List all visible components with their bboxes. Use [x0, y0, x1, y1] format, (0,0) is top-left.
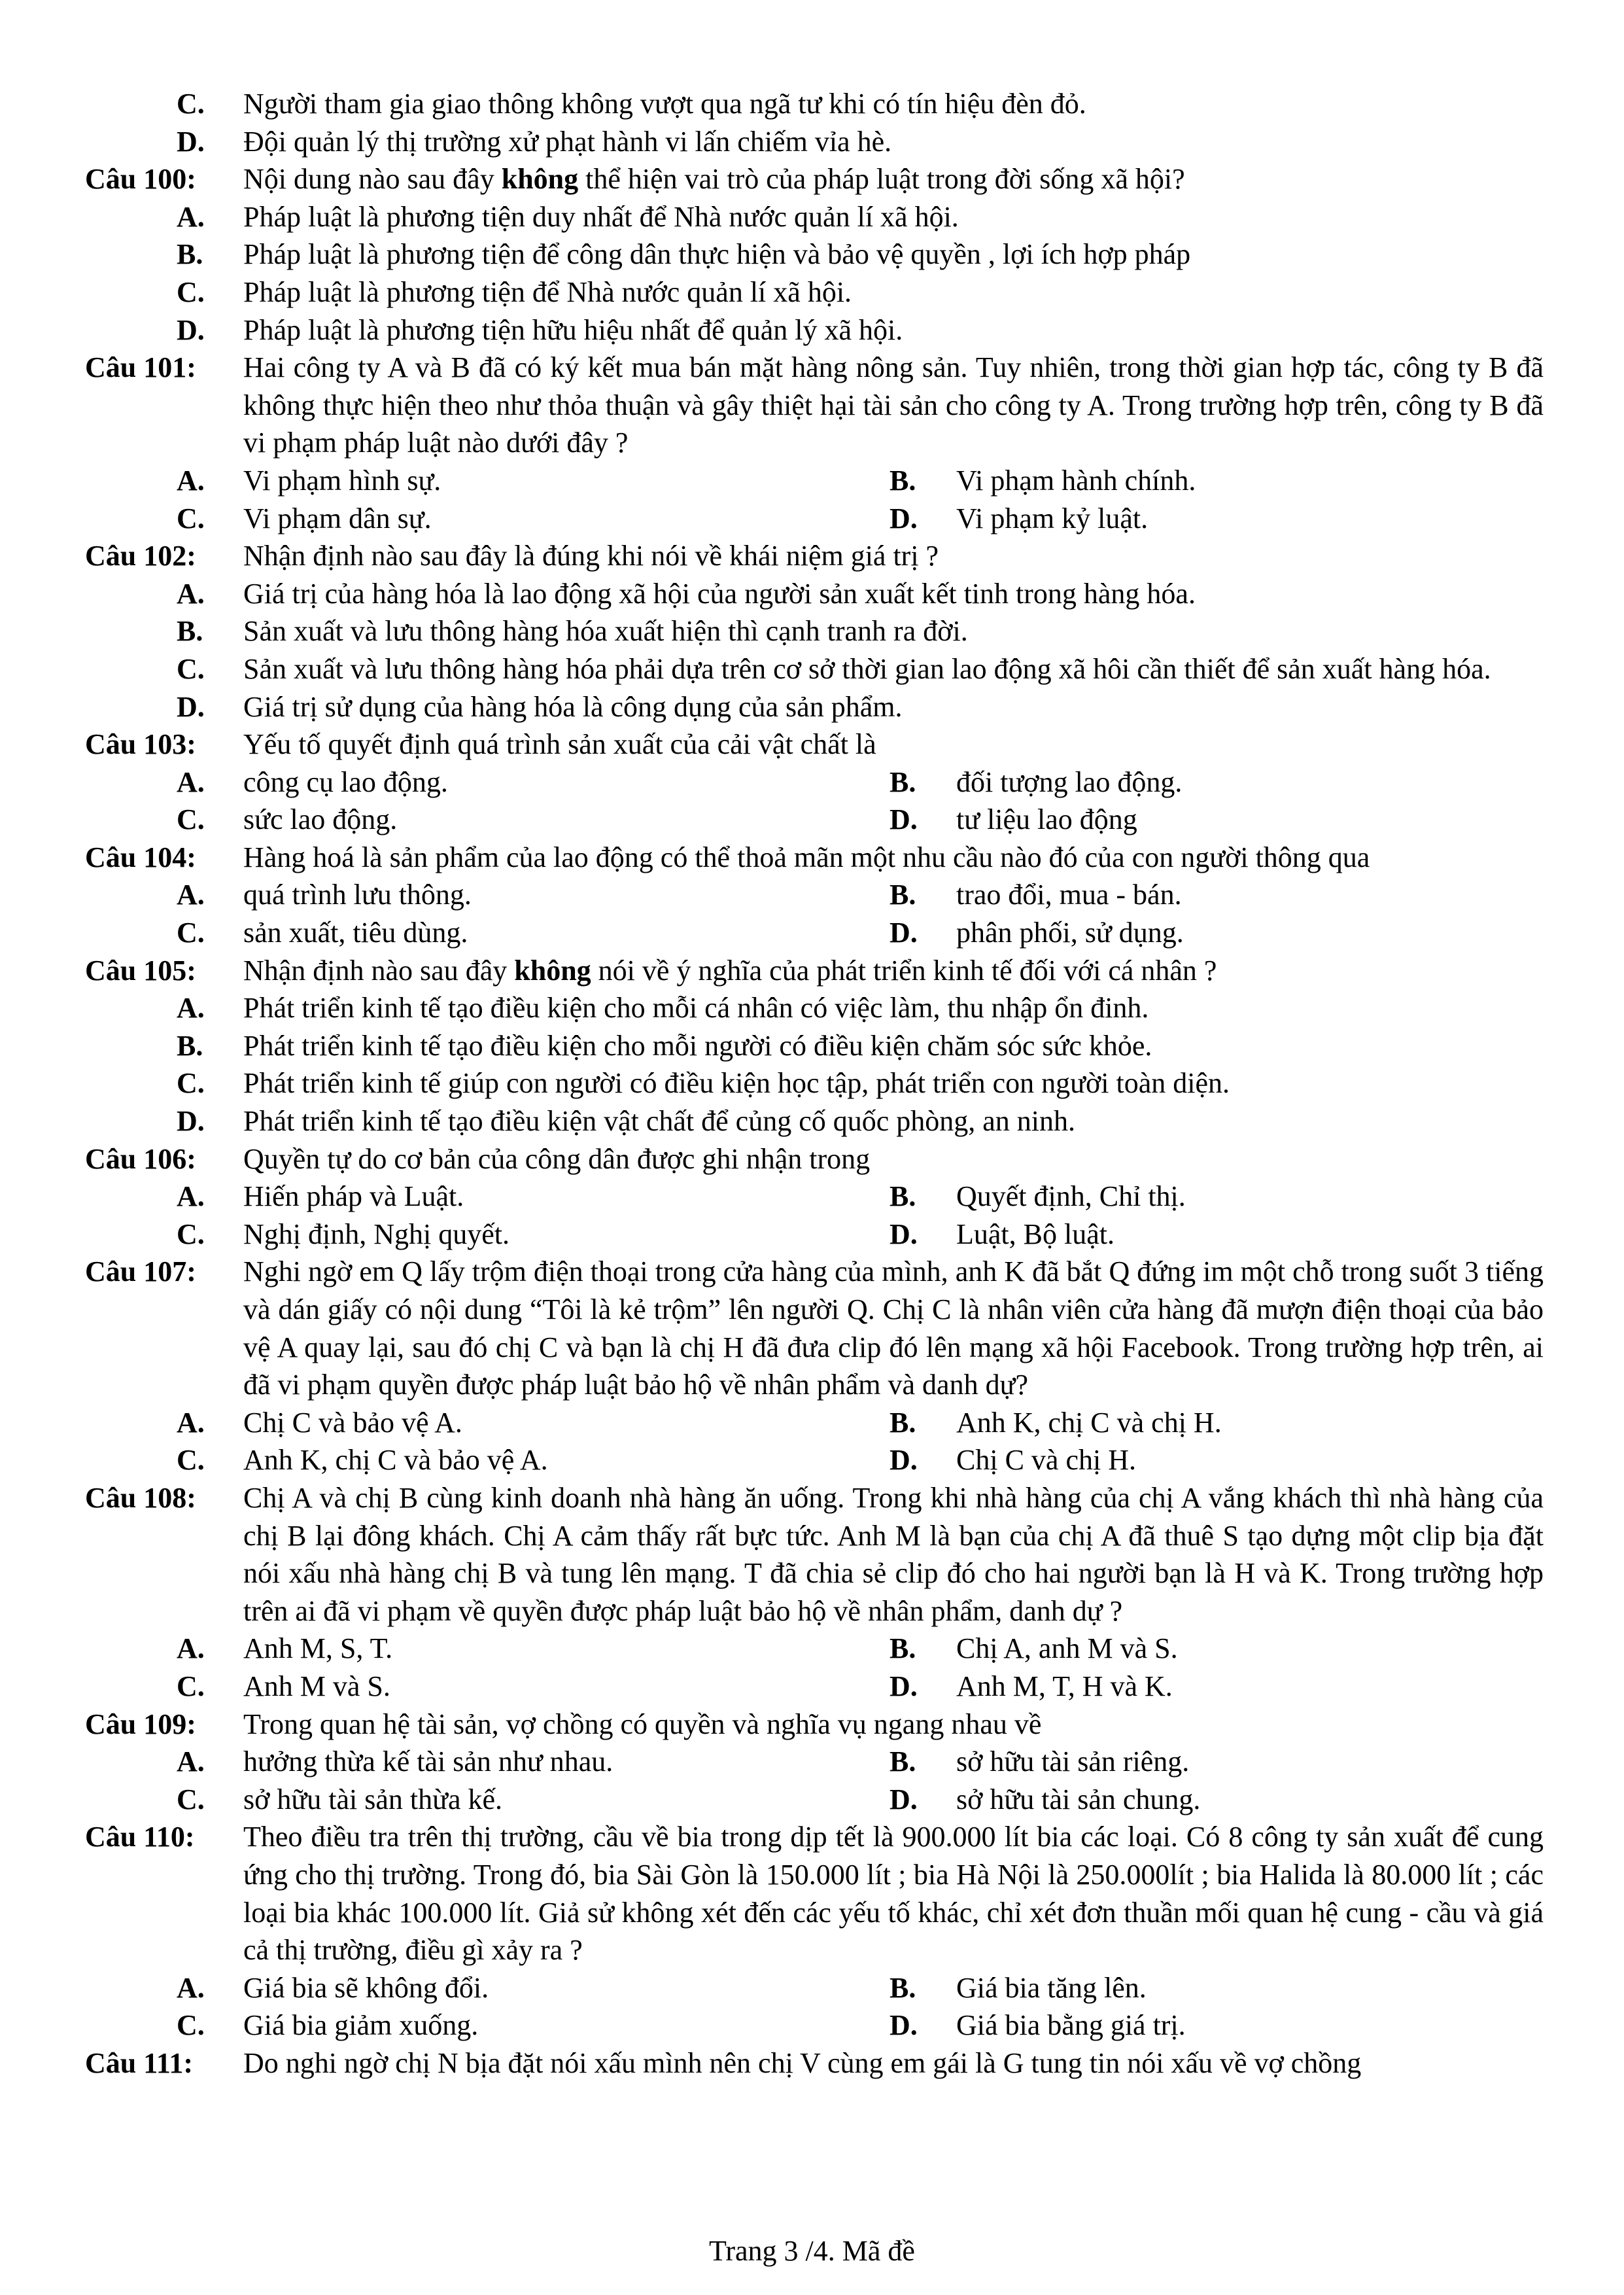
answer-label: A.: [177, 1745, 205, 1778]
answer-row: [85, 2006, 1544, 2044]
answer-label: D.: [890, 1670, 918, 1702]
answer-text: Phát triển kinh tế giúp con người có điều kiện học tập, phát triển con người toàn diện.: [243, 1067, 1230, 1100]
answer-line: [85, 1027, 1544, 1065]
question-107: [85, 1253, 1544, 1403]
answer-label: B.: [890, 1632, 916, 1665]
answer-text: Vi phạm hình sự.: [243, 464, 441, 497]
answer-text: sở hữu tài sản chung.: [956, 1783, 1201, 1815]
answer-row: [85, 1404, 1544, 1442]
answer-line: [85, 123, 1544, 161]
answer-label: B.: [890, 1971, 916, 2004]
answer-label: D.: [177, 1105, 205, 1138]
answer-text: Chị C và bảo vệ A.: [243, 1406, 462, 1439]
answer-text: Anh M và S.: [243, 1670, 390, 1702]
answer-line: [85, 575, 1544, 613]
answer-text: đối tượng lao động.: [956, 765, 1183, 798]
page-content: [85, 85, 1544, 2082]
question-label: Câu 100:: [85, 163, 196, 196]
answer-label: B.: [177, 615, 203, 648]
answer-row: [85, 462, 1544, 500]
answer-row: [85, 1743, 1544, 1781]
answer-text: Vi phạm hành chính.: [956, 464, 1196, 497]
answer-label: D.: [890, 2009, 918, 2042]
answer-text: Pháp luật là phương tiện hữu hiệu nhất để quản lý xã hội.: [243, 313, 903, 346]
question-text-part: nói về ý nghĩa của phát triển kinh tế đối với cá nhân ?: [591, 954, 1217, 987]
question-keyword: không: [501, 163, 579, 196]
answer-line: [85, 85, 1544, 123]
question-text-part: Nội dung nào sau đây: [243, 163, 502, 196]
answer-text: sản xuất, tiêu dùng.: [243, 917, 468, 949]
answer-text: quá trình lưu thông.: [243, 879, 472, 911]
question-text: Chị A và chị B cùng kinh doanh nhà hàng ăn uống. Trong khi nhà hàng của chị A vắng khách thì nhà hàng của chị B lại đông khách. Chị A cảm thấy rất bực tức. Anh M là bạn của chị A đã thuê S tạo dựng một clip bịa đặt nói xấu nhà hàng chị B và tung lên mạng. T đã chia sẻ clip đó cho hai người bạn là H và K. Trong trường hợp trên ai đã vi phạm về quyền được pháp luật bảo hộ về nhân phẩm, danh dự ?: [243, 1481, 1544, 1627]
answer-label: C.: [177, 1444, 205, 1477]
answer-label: B.: [177, 1029, 203, 1062]
answer-label: B.: [890, 1745, 916, 1778]
answer-line: [85, 1064, 1544, 1102]
question-100: [85, 160, 1544, 198]
question-104: [85, 839, 1544, 877]
answer-label: D.: [890, 1783, 918, 1815]
question-label: Câu 110:: [85, 1821, 195, 1853]
answer-row: [85, 914, 1544, 952]
answer-label: C.: [177, 1783, 205, 1815]
question-label: Câu 105:: [85, 954, 196, 987]
answer-label: C.: [177, 1670, 205, 1702]
answer-text: Phát triển kinh tế tạo điều kiện vật chất để củng cố quốc phòng, an ninh.: [243, 1105, 1076, 1138]
answer-row: [85, 801, 1544, 839]
answer-text: Đội quản lý thị trường xử phạt hành vi lấn chiếm vỉa hè.: [243, 125, 892, 158]
answer-label: D.: [890, 917, 918, 949]
answer-text: sức lao động.: [243, 803, 398, 836]
answer-row: [85, 500, 1544, 538]
answer-text: Giá bia tăng lên.: [956, 1971, 1147, 2004]
answer-label: C.: [177, 2009, 205, 2042]
answer-text: Chị C và chị H.: [956, 1444, 1136, 1477]
answer-row: [85, 763, 1544, 801]
answer-text: Pháp luật là phương tiện để Nhà nước quản lí xã hội.: [243, 275, 852, 308]
answer-label: B.: [890, 765, 916, 798]
answer-label: C.: [177, 275, 205, 308]
answer-row: [85, 1781, 1544, 1819]
page-footer: Trang 3 /4. Mã đề: [709, 2235, 915, 2267]
answer-text: Phát triển kinh tế tạo điều kiện cho mỗi cá nhân có việc làm, thu nhập ổn đinh.: [243, 992, 1149, 1025]
answer-text: Giá trị sử dụng của hàng hóa là công dụng của sản phẩm.: [243, 690, 903, 723]
question-text: Trong quan hệ tài sản, vợ chồng có quyền và nghĩa vụ ngang nhau về: [243, 1708, 1042, 1740]
answer-line: [85, 198, 1544, 236]
question-text: Yếu tố quyết định quá trình sản xuất của cải vật chất là: [243, 728, 876, 761]
question-label: Câu 108:: [85, 1481, 196, 1514]
answer-line: [85, 612, 1544, 650]
answer-label: B.: [890, 464, 916, 497]
answer-row: [85, 1441, 1544, 1479]
question-text: Nhận định nào sau đây là đúng khi nói về khái niệm giá trị ?: [243, 540, 939, 572]
answer-label: B.: [890, 879, 916, 911]
answer-label: A.: [177, 577, 205, 610]
answer-label: C.: [177, 88, 205, 120]
question-label: Câu 101:: [85, 351, 196, 384]
answer-text: Giá trị của hàng hóa là lao động xã hội của người sản xuất kết tinh trong hàng hóa.: [243, 577, 1196, 610]
answer-label: D.: [890, 1444, 918, 1477]
question-109: [85, 1706, 1544, 1743]
answer-text: Chị A, anh M và S.: [956, 1632, 1178, 1665]
question-108: [85, 1479, 1544, 1630]
answer-text: Anh M, T, H và K.: [956, 1670, 1173, 1702]
answer-text: Phát triển kinh tế tạo điều kiện cho mỗi người có điều kiện chăm sóc sức khỏe.: [243, 1029, 1152, 1062]
answer-text: Luật, Bộ luật.: [956, 1218, 1114, 1250]
answer-text: sở hữu tài sản thừa kế.: [243, 1783, 502, 1815]
answer-label: A.: [177, 1180, 205, 1213]
answer-line: [85, 273, 1544, 311]
answer-label: B.: [890, 1406, 916, 1439]
answer-text: Anh K, chị C và chị H.: [956, 1406, 1222, 1439]
question-text: Hai công ty A và B đã có ký kết mua bán mặt hàng nông sản. Tuy nhiên, trong thời gian hợp tác, công ty B đã không thực hiện theo như thỏa thuận và gây thiệt hại tài sản cho công ty A. Trong trường hợp trên, công ty B đã vi phạm pháp luật nào dưới đây ?: [243, 351, 1544, 459]
answer-line: [85, 688, 1544, 726]
answer-text: Hiến pháp và Luật.: [243, 1180, 464, 1213]
answer-text: Vi phạm kỷ luật.: [956, 502, 1149, 534]
answer-label: D.: [890, 1218, 918, 1250]
answer-text: Sản xuất và lưu thông hàng hóa phải dựa trên cơ sở thời gian lao động xã hôi cần thiết để sản xuất hàng hóa.: [243, 652, 1491, 685]
question-text-part: thể hiện vai trò của pháp luật trong đời sống xã hội?: [578, 163, 1185, 196]
answer-text: Anh M, S, T.: [243, 1632, 393, 1665]
question-keyword: không: [514, 954, 591, 987]
answer-row: [85, 876, 1544, 914]
question-text: Hàng hoá là sản phẩm của lao động có thể thoả mãn một nhu cầu nào đó của con người thông qua: [243, 841, 1370, 873]
answer-label: D.: [177, 313, 205, 346]
answer-text: Giá bia giảm xuống.: [243, 2009, 479, 2042]
answer-text: Giá bia sẽ không đổi.: [243, 1971, 489, 2004]
question-105: [85, 952, 1544, 990]
answer-label: A.: [177, 765, 205, 798]
answer-line: [85, 989, 1544, 1027]
question-text: [243, 952, 1217, 990]
question-label: Câu 107:: [85, 1255, 196, 1288]
answer-text: hưởng thừa kế tài sản như nhau.: [243, 1745, 613, 1778]
answer-label: C.: [177, 1218, 205, 1250]
answer-label: B.: [177, 238, 203, 271]
answer-text: sở hữu tài sản riêng.: [956, 1745, 1190, 1778]
answer-label: B.: [890, 1180, 916, 1213]
answer-label: A.: [177, 879, 205, 911]
answer-line: [85, 650, 1544, 688]
answer-label: A.: [177, 464, 205, 497]
question-label: Câu 102:: [85, 540, 196, 572]
question-101: [85, 349, 1544, 462]
question-label: Câu 104:: [85, 841, 196, 873]
answer-label: D.: [177, 125, 205, 158]
answer-label: A.: [177, 1971, 205, 2004]
question-text: Do nghi ngờ chị N bịa đặt nói xấu mình nên chị V cùng em gái là G tung tin nói xấu về vợ chồng: [243, 2046, 1362, 2079]
answer-label: A.: [177, 200, 205, 233]
answer-row: [85, 1969, 1544, 2007]
question-text: [243, 160, 1185, 198]
answer-label: A.: [177, 992, 205, 1025]
answer-label: C.: [177, 502, 205, 534]
question-label: Câu 109:: [85, 1708, 196, 1740]
answer-label: A.: [177, 1406, 205, 1439]
answer-line: [85, 236, 1544, 273]
answer-label: D.: [890, 502, 918, 534]
answer-text: Sản xuất và lưu thông hàng hóa xuất hiện thì cạnh tranh ra đời.: [243, 615, 968, 648]
answer-text: Pháp luật là phương tiện để công dân thực hiện và bảo vệ quyền , lợi ích hợp pháp: [243, 238, 1191, 271]
answer-label: C.: [177, 917, 205, 949]
answer-text: trao đổi, mua - bán.: [956, 879, 1182, 911]
answer-text: Quyết định, Chỉ thị.: [956, 1180, 1186, 1213]
answer-text: tư liệu lao động: [956, 803, 1137, 836]
answer-label: C.: [177, 803, 205, 836]
answer-label: D.: [890, 803, 918, 836]
answer-row: [85, 1668, 1544, 1706]
answer-text: Anh K, chị C và bảo vệ A.: [243, 1444, 548, 1477]
question-text-part: Nhận định nào sau đây: [243, 954, 515, 987]
answer-text: Người tham gia giao thông không vượt qua ngã tư khi có tín hiệu đèn đỏ.: [243, 88, 1086, 120]
answer-text: Pháp luật là phương tiện duy nhất để Nhà nước quản lí xã hội.: [243, 200, 959, 233]
answer-label: C.: [177, 652, 205, 685]
answer-label: A.: [177, 1632, 205, 1665]
question-label: Câu 103:: [85, 728, 196, 761]
question-label: Câu 111:: [85, 2046, 194, 2079]
answer-row: [85, 1630, 1544, 1668]
answer-line: [85, 311, 1544, 349]
answer-text: Giá bia bằng giá trị.: [956, 2009, 1186, 2042]
answer-text: Vi phạm dân sự.: [243, 502, 432, 534]
answer-row: [85, 1216, 1544, 1253]
question-103: [85, 726, 1544, 763]
question-text: Quyền tự do cơ bản của công dân được ghi nhận trong: [243, 1142, 871, 1175]
answer-text: Nghị định, Nghị quyết.: [243, 1218, 510, 1250]
answer-label: C.: [177, 1067, 205, 1100]
question-110: [85, 1818, 1544, 1969]
question-106: [85, 1140, 1544, 1178]
question-text: Theo điều tra trên thị trường, cầu về bia trong dịp tết là 900.000 lít bia các loại. Có 8 công ty sản xuất để cung ứng cho thị trường. Trong đó, bia Sài Gòn là 150.000 lít ; bia Hà Nội là 250.000lít ; bia Halida là 80.000 lít ; các loại bia khác 100.000 lít. Giả sử không xét đến các yếu tố khác, chỉ xét đơn thuần mối quan hệ cung - cầu và giá cả thị trường, điều gì xảy ra ?: [243, 1821, 1544, 1967]
question-102: [85, 537, 1544, 575]
question-111: [85, 2044, 1544, 2082]
question-label: Câu 106:: [85, 1142, 196, 1175]
answer-text: phân phối, sử dụng.: [956, 917, 1184, 949]
answer-text: công cụ lao động.: [243, 765, 448, 798]
answer-line: [85, 1102, 1544, 1140]
answer-row: [85, 1178, 1544, 1216]
answer-label: D.: [177, 690, 205, 723]
question-text: Nghi ngờ em Q lấy trộm điện thoại trong cửa hàng của mình, anh K đã bắt Q đứng im một chỗ trong suốt 3 tiếng và dán giấy có nội dung “Tôi là kẻ trộm” lên người Q. Chị C là nhân viên cửa hàng đã mượn điện thoại của bảo vệ A quay lại, sau đó chị C và bạn là chị H đã đưa clip đó lên mạng xã hội Facebook. Trong trường hợp trên, ai đã vi phạm quyền được pháp luật bảo hộ về nhân phẩm và danh dự?: [243, 1255, 1544, 1401]
